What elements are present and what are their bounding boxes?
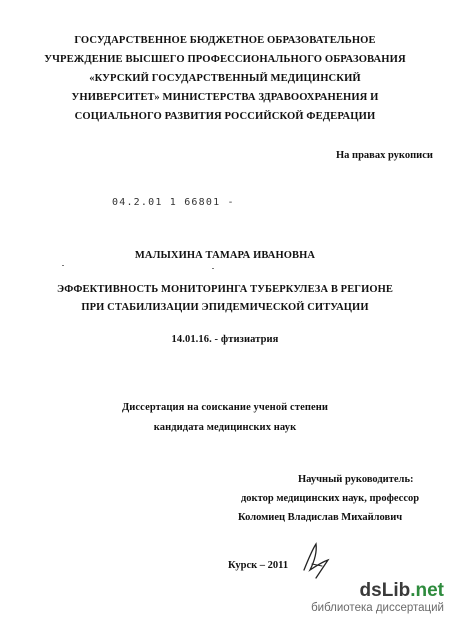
degree-line-1: Диссертация на соискание ученой степени xyxy=(121,402,329,413)
header-line-5: СОЦИАЛЬНОГО РАЗВИТИЯ РОССИЙСКОЙ ФЕДЕРАЦИИ xyxy=(74,111,376,122)
place-year: Курск – 2011 xyxy=(228,560,289,571)
watermark-subtitle: библиотека диссертаций xyxy=(311,602,444,614)
manuscript-note: На правах рукописи xyxy=(336,150,433,161)
supervisor-degree: доктор медицинских наук, профессор xyxy=(241,493,420,504)
registration-number: 04.2.01 1 66801 - xyxy=(112,197,235,208)
supervisor-name: Коломиец Владислав Михайлович xyxy=(238,512,403,523)
header-line-1: ГОСУДАРСТВЕННОЕ БЮДЖЕТНОЕ ОБРАЗОВАТЕЛЬНОЕ xyxy=(74,35,376,46)
scan-speck xyxy=(62,265,64,266)
header-line-3: «КУРСКИЙ ГОСУДАРСТВЕННЫЙ МЕДИЦИНСКИЙ xyxy=(89,73,361,84)
specialty: 14.01.16. - фтизиатрия xyxy=(171,334,279,345)
header-line-2: УЧРЕЖДЕНИЕ ВЫСШЕГО ПРОФЕССИОНАЛЬНОГО ОБРАЗОВАНИЯ xyxy=(44,54,406,65)
signature-mark xyxy=(298,540,336,582)
watermark xyxy=(311,581,444,615)
scan-speck xyxy=(212,268,214,269)
watermark-logo xyxy=(311,581,444,601)
author-name: МАЛЫХИНА ТАМАРА ИВАНОВНА xyxy=(134,250,316,261)
title-line-1: ЭФФЕКТИВНОСТЬ МОНИТОРИНГА ТУБЕРКУЛЕЗА В РЕГИОНЕ xyxy=(57,284,393,295)
watermark-brand-prefix: dsLib xyxy=(359,580,411,601)
title-line-2: ПРИ СТАБИЛИЗАЦИИ ЭПИДЕМИЧЕСКОЙ СИТУАЦИИ xyxy=(81,302,369,313)
degree-line-2: кандидата медицинских наук xyxy=(153,422,297,433)
watermark-brand-suffix: .net xyxy=(410,580,444,601)
header-line-4: УНИВЕРСИТЕТ» МИНИСТЕРСТВА ЗДРАВООХРАНЕНИЯ И xyxy=(71,92,379,103)
supervisor-label: Научный руководитель: xyxy=(298,474,414,485)
